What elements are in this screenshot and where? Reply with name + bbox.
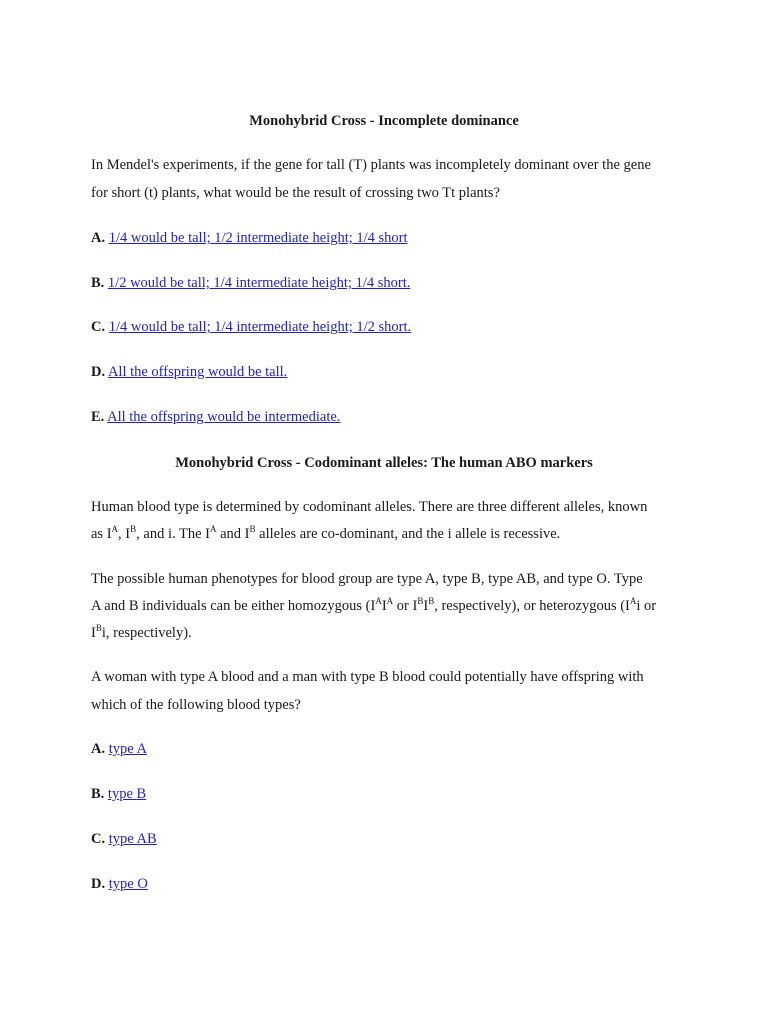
- section1-option-e: [91, 408, 340, 426]
- section2-question-line1: A woman with type A blood and a man with type B blood could potentially have offspring with: [91, 669, 644, 685]
- text-run: or I: [393, 598, 418, 614]
- superscript: A: [209, 524, 217, 535]
- superscript: A: [386, 596, 394, 607]
- text-run: alleles are co-dominant, and the i allele is recessive.: [255, 526, 561, 542]
- section1-option-b: [91, 274, 410, 292]
- text-run: , I: [118, 526, 131, 542]
- text-run: , and i. The I: [136, 526, 210, 542]
- text-run: i, respectively).: [101, 625, 192, 641]
- text-run: and I: [216, 526, 250, 542]
- superscript: B: [95, 623, 102, 634]
- superscript: A: [629, 596, 637, 607]
- answer-link-type-o[interactable]: type O: [108, 876, 148, 892]
- section2-option-b: [91, 785, 146, 803]
- option-letter: A.: [91, 230, 106, 246]
- text-run: , respectively), or heterozygous (I: [434, 598, 630, 614]
- section1-option-d: [91, 363, 287, 381]
- option-letter: D.: [91, 876, 106, 892]
- section2-question-line2: which of the following blood types?: [91, 697, 301, 713]
- option-letter: E.: [91, 409, 105, 425]
- text-run: I: [423, 598, 429, 614]
- superscript: B: [417, 596, 424, 607]
- section2-option-d: [91, 875, 148, 893]
- section2-para1-line2: [91, 525, 560, 543]
- answer-link-e[interactable]: All the offspring would be intermediate.: [107, 409, 341, 425]
- section2-option-c: [91, 830, 157, 848]
- section1-question-line1: In Mendel's experiments, if the gene for tall (T) plants was incompletely dominant over the gene: [91, 157, 651, 173]
- superscript: B: [130, 524, 137, 535]
- answer-link-a[interactable]: 1/4 would be tall; 1/2 intermediate height; 1/4 short: [108, 230, 408, 246]
- option-letter: B.: [91, 275, 105, 291]
- text-run: I: [381, 598, 387, 614]
- answer-link-type-a[interactable]: type A: [108, 741, 147, 757]
- section2-para2-line2: [91, 597, 656, 615]
- answer-link-b[interactable]: 1/2 would be tall; 1/4 intermediate height; 1/4 short.: [107, 275, 411, 291]
- superscript: A: [111, 524, 119, 535]
- option-letter: D.: [91, 364, 106, 380]
- text-run: I: [91, 625, 96, 641]
- option-letter: B.: [91, 786, 105, 802]
- answer-link-c[interactable]: 1/4 would be tall; 1/4 intermediate height; 1/2 short.: [108, 319, 412, 335]
- section1-option-a: [91, 229, 408, 247]
- text-run: A and B individuals can be either homozygous (I: [91, 598, 376, 614]
- option-letter: C.: [91, 831, 106, 847]
- section2-para2-line3: [91, 624, 192, 642]
- answer-link-type-b[interactable]: type B: [107, 786, 147, 802]
- section2-option-a: [91, 740, 147, 758]
- text-run: as I: [91, 526, 112, 542]
- superscript: B: [428, 596, 435, 607]
- text-run: i or: [636, 598, 657, 614]
- superscript: B: [249, 524, 256, 535]
- section1-question-line2: for short (t) plants, what would be the result of crossing two Tt plants?: [91, 185, 500, 201]
- section2-para2-line1: The possible human phenotypes for blood group are type A, type B, type AB, and type O. Type: [91, 571, 643, 587]
- section2-title: Monohybrid Cross - Codominant alleles: The human ABO markers: [175, 455, 593, 471]
- section1-title: Monohybrid Cross - Incomplete dominance: [249, 113, 519, 129]
- answer-link-type-ab[interactable]: type AB: [108, 831, 157, 847]
- superscript: A: [375, 596, 382, 607]
- option-letter: C.: [91, 319, 106, 335]
- option-letter: A.: [91, 741, 106, 757]
- section2-para1-line1: Human blood type is determined by codominant alleles. There are three different alleles, known: [91, 499, 648, 515]
- answer-link-d[interactable]: All the offspring would be tall.: [107, 364, 288, 380]
- section1-option-c: [91, 318, 411, 336]
